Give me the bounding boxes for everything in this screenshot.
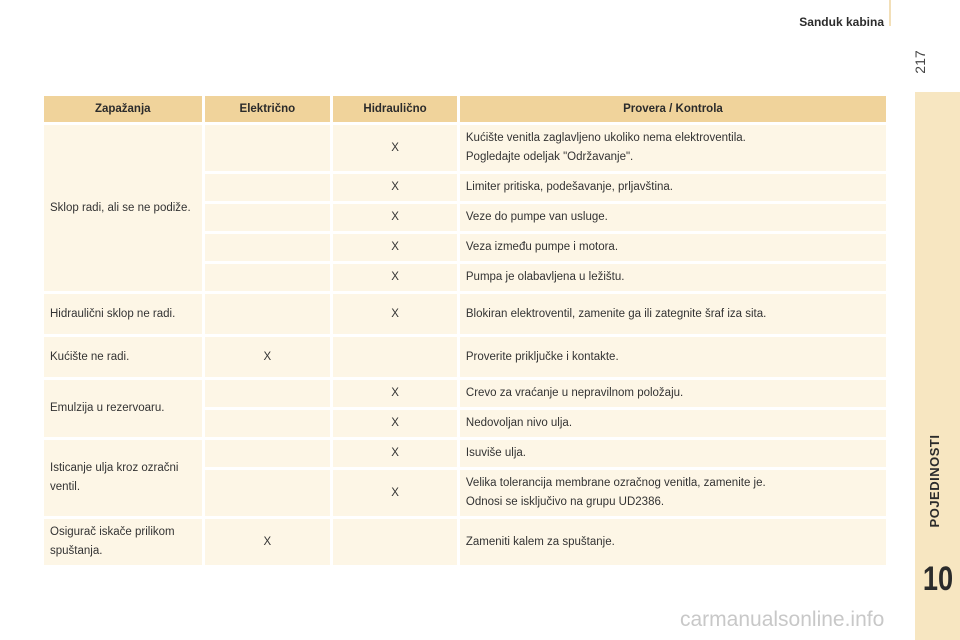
- check-line: Odnosi se isključivo na grupu UD2386.: [465, 496, 665, 508]
- chapter-side-tab: [915, 92, 960, 640]
- table-row: [44, 294, 886, 334]
- observation-cell: Osigurač iskače prilikom spuštanja.: [44, 519, 202, 565]
- electric-mark-cell: [205, 234, 331, 261]
- section-title: Sanduk kabina: [799, 15, 884, 29]
- check-cell: [460, 337, 886, 377]
- check-line: Pogledajte odeljak "Održavanje".: [465, 151, 634, 163]
- check-line: Kućište venitla zaglavljeno ukoliko nema elektroventila.: [465, 132, 746, 144]
- table-row: [44, 337, 886, 377]
- observation-cell: Kućište ne radi.: [44, 337, 202, 377]
- check-cell: [460, 204, 886, 231]
- check-line: Blokiran elektroventil, zamenite ga ili zategnite šraf iza sita.: [465, 307, 767, 320]
- check-line: Pumpa je olabavljena u ležištu.: [465, 271, 625, 283]
- electric-mark-cell: [205, 410, 331, 437]
- electric-mark-cell: [205, 264, 331, 291]
- check-line: Nedovoljan nivo ulja.: [465, 417, 573, 429]
- check-line: Zameniti kalem za spuštanje.: [465, 535, 615, 548]
- observation-cell: Sklop radi, ali se ne podiže.: [44, 125, 202, 291]
- hydraulic-mark-cell: X: [333, 294, 457, 334]
- observation-cell: Isticanje ulja kroz ozračni ventil.: [44, 440, 202, 516]
- hydraulic-mark-cell: X: [333, 234, 457, 261]
- hydraulic-mark-cell: X: [333, 380, 457, 407]
- check-cell: [460, 234, 886, 261]
- electric-mark-cell: [205, 380, 331, 407]
- hydraulic-mark-cell: X: [333, 204, 457, 231]
- electric-mark-cell: [205, 125, 331, 171]
- check-line: Crevo za vraćanje u nepravilnom položaju.: [465, 387, 684, 399]
- check-line: Proverite priključke i kontakte.: [465, 350, 619, 363]
- page-number: 217: [912, 50, 928, 74]
- table-row: [44, 125, 886, 171]
- check-cell: [460, 264, 886, 291]
- table-header-row: [44, 96, 886, 122]
- check-cell: [460, 410, 886, 437]
- hydraulic-mark-cell: [333, 519, 457, 565]
- check-cell: [460, 380, 886, 407]
- check-cell: [460, 440, 886, 467]
- header-divider: [889, 0, 891, 26]
- check-line: Isuviše ulja.: [465, 447, 526, 459]
- check-line: Veza između pumpe i motora.: [465, 241, 619, 253]
- check-cell: [460, 125, 886, 171]
- hydraulic-mark-cell: X: [333, 470, 457, 516]
- column-header-electric: Električno: [205, 96, 331, 122]
- table-row: [44, 440, 886, 467]
- chapter-tab-label: POJEDINOSTI: [927, 434, 942, 528]
- hydraulic-mark-cell: X: [333, 125, 457, 171]
- column-header-check: Provera / Kontrola: [460, 96, 886, 122]
- check-line: Veze do pumpe van usluge.: [465, 211, 608, 223]
- observation-cell: Hidraulični sklop ne radi.: [44, 294, 202, 334]
- electric-mark-cell: X: [205, 337, 331, 377]
- chapter-number: 10: [922, 560, 954, 598]
- watermark: carmanualsonline.info: [680, 608, 885, 631]
- hydraulic-mark-cell: X: [333, 410, 457, 437]
- check-line: Velika tolerancija membrane ozračnog venitla, zamenite je.: [465, 477, 766, 489]
- table-row: [44, 380, 886, 407]
- hydraulic-mark-cell: [333, 337, 457, 377]
- check-line: Limiter pritiska, podešavanje, prljavština.: [465, 181, 673, 193]
- table-row: [44, 519, 886, 565]
- electric-mark-cell: [205, 470, 331, 516]
- hydraulic-mark-cell: X: [333, 264, 457, 291]
- electric-mark-cell: [205, 174, 331, 201]
- check-cell: [460, 519, 886, 565]
- troubleshooting-table: [41, 93, 889, 568]
- hydraulic-mark-cell: X: [333, 174, 457, 201]
- table-body: [44, 125, 886, 565]
- electric-mark-cell: [205, 294, 331, 334]
- observation-cell: Emulzija u rezervoaru.: [44, 380, 202, 437]
- check-cell: [460, 294, 886, 334]
- column-header-hydraulic: Hidraulično: [333, 96, 457, 122]
- check-cell: [460, 470, 886, 516]
- check-cell: [460, 174, 886, 201]
- column-header-observations: Zapažanja: [44, 96, 202, 122]
- electric-mark-cell: [205, 440, 331, 467]
- electric-mark-cell: X: [205, 519, 331, 565]
- electric-mark-cell: [205, 204, 331, 231]
- hydraulic-mark-cell: X: [333, 440, 457, 467]
